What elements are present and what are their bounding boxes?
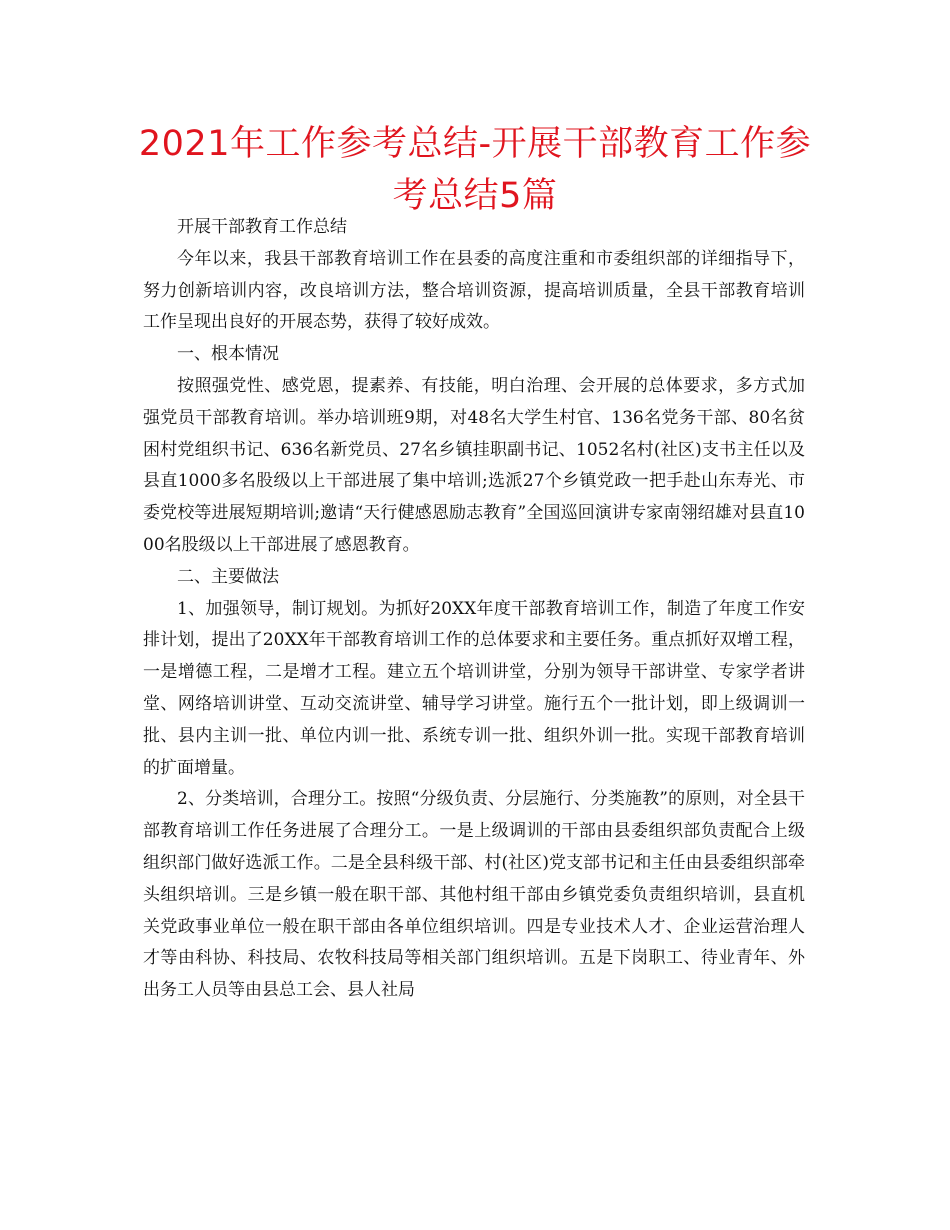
body-paragraph: 2、分类培训，合理分工。按照“分级负责、分层施行、分类施教”的原则，对全县干部教育培训工作任务进展了合理分工。一是上级调训的干部由县委组织部负责配合上级组织部门做好选派工作。二是全县科级干部、村(社区)党支部书记和主任由县委组织部牵头组织培训。三是乡镇一般在职干部、其他村组干部由乡镇党委负责组织培训，县直机关党政事业单位一般在职干部由各单位组织培训。四是专业技术人才、企业运营治理人才等由科协、科技局、农牧科技局等相关部门组织培训。五是下岗职工、待业青年、外出务工人员等由县总工会、县人社局 xyxy=(143,789,805,1001)
body-paragraph: 今年以来，我县干部教育培训工作在县委的高度注重和市委组织部的详细指导下，努力创新培训内容，改良培训方法，整合培训资源，提高培训质量，全县干部教育培训工作呈现出良好的开展态势，获得了较好成效。 xyxy=(143,248,805,333)
document-title: 2021年工作参考总结-开展干部教育工作参考总结5篇 xyxy=(138,124,812,216)
body-paragraph: 按照强党性、感党恩，提素养、有技能，明白治理、会开展的总体要求，多方式加强党员干部教育培训。举办培训班9期，对48名大学生村官、136名党务干部、80名贫困村党组织书记、636名新党员、27名乡镇挂职副书记、1052名村(社区)支书主任以及县直1000多名股级以上干部进展了集中培训;选派27个乡镇党政一把手赴山东寿光、市委党校等进展短期培训;邀请“天行健感恩励志教育”全国巡回演讲专家南翎绍雄对县直1000名股级以上干部进展了感恩教育。 xyxy=(143,375,805,555)
document-body xyxy=(143,212,805,1007)
section-heading: 一、根本情况 xyxy=(177,344,279,365)
section-heading: 开展干部教育工作总结 xyxy=(177,217,347,237)
body-paragraph: 1、加强领导，制订规划。为抓好20XX年度干部教育培训工作，制造了年度工作安排计划，提出了20XX年干部教育培训工作的总体要求和主要任务。重点抓好双增工程，一是增德工程，二是增才工程。建立五个培训讲堂，分别为领导干部讲堂、专家学者讲堂、网络培训讲堂、互动交流讲堂、辅导学习讲堂。施行五个一批计划，即上级调训一批、县内主训一批、单位内训一批、系统专训一批、组织外训一批。实现干部教育培训的扩面增量。 xyxy=(143,598,805,778)
section-heading: 二、主要做法 xyxy=(177,566,279,587)
